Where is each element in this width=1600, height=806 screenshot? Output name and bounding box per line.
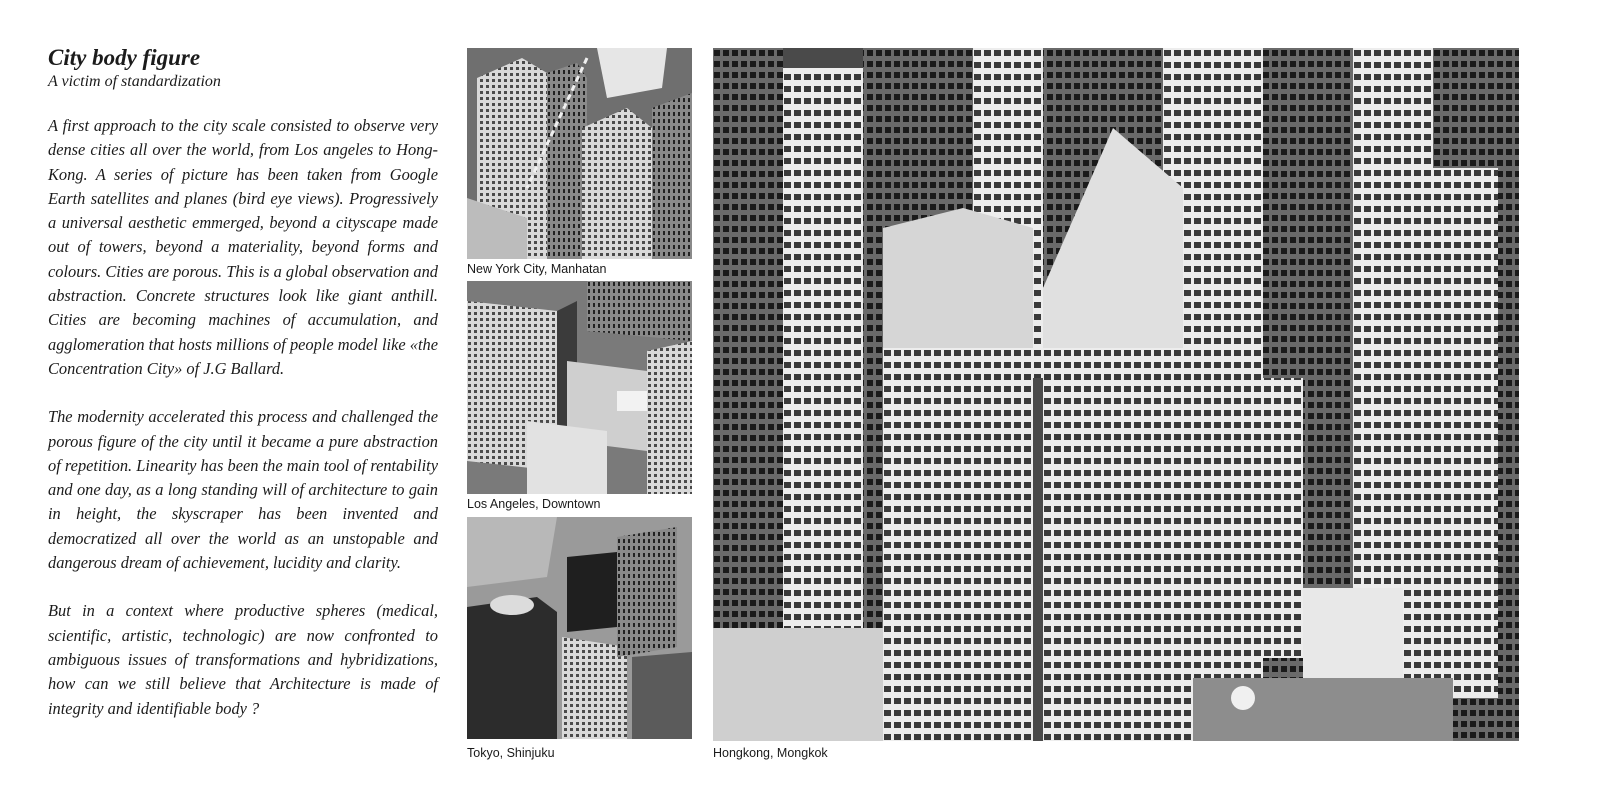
- photo-hongkong: [713, 48, 1519, 741]
- caption-tokyo: Tokyo, Shinjuku: [467, 746, 555, 760]
- paragraph-3: But in a context where productive spheres (medical, scientific, artistic, technologic) are now confronted to ambiguous issues of transformations and hybridizations, how can we still believe that Architecture is made of integrity and identifiable body ?: [48, 601, 438, 718]
- article-text-column: [48, 44, 438, 745]
- caption-new-york: New York City, Manhatan: [467, 262, 607, 276]
- caption-hongkong: Hongkong, Mongkok: [713, 746, 828, 760]
- article-title: City body figure: [48, 45, 201, 70]
- photo-los-angeles: [467, 281, 692, 494]
- caption-los-angeles: Los Angeles, Downtown: [467, 497, 601, 511]
- photo-tokyo: [467, 517, 692, 739]
- photo-new-york: [467, 48, 692, 259]
- paragraph-1: A first approach to the city scale consisted to observe very dense cities all over the world, from Los angeles to Hong-Kong. A series of picture has been taken from Google Earth satellites and planes (bird eye views). Progressively a universal aesthetic emmerged, beyond a cityscape made out of towers, beyond a materiality, beyond forms and colours. Cities are porous. This is a global observation and abstraction. Concrete structures look like giant anthill. Cities are becoming machines of accumulation, and agglomeration that hosts millions of people model like «the Concentration City» of J.G Ballard.: [48, 116, 438, 378]
- article-subtitle: A victim of standardization: [48, 73, 221, 90]
- paragraph-2: The modernity accelerated this process and challenged the porous figure of the city until it became a pure abstraction of repetition. Linearity has been the main tool of rentability and one day, as a long standing will of architecture to gain in height, the skyscraper has been invented and democratized all over the world as an unstopable and dangerous dream of achievement, lucidity and clarity.: [48, 407, 438, 573]
